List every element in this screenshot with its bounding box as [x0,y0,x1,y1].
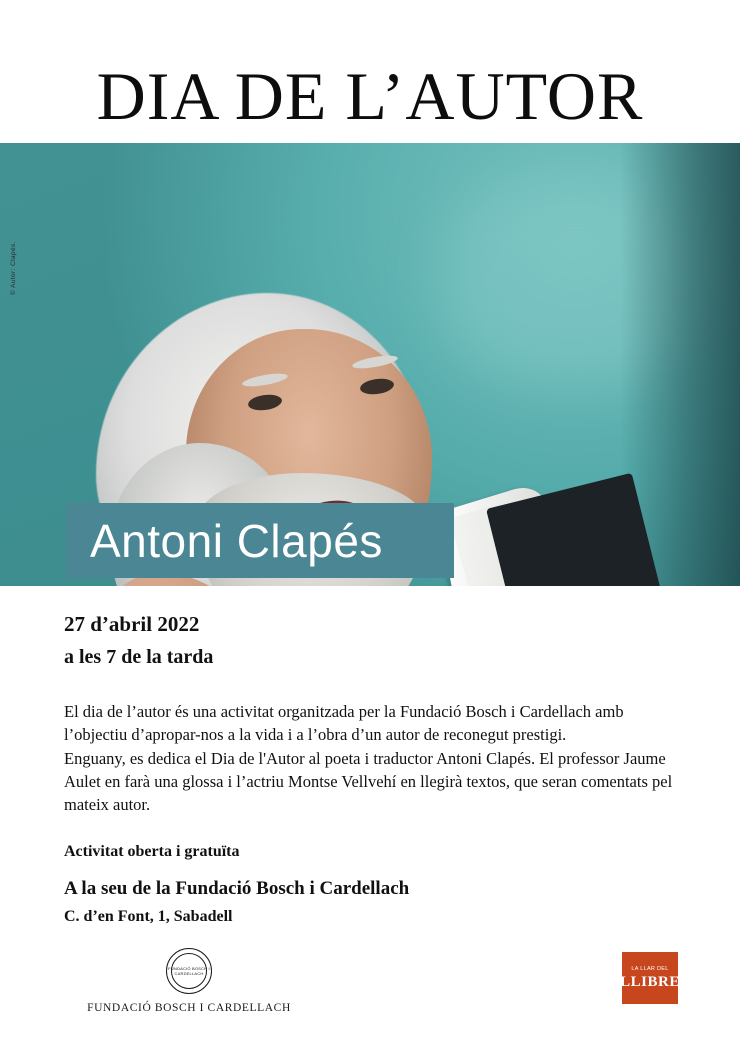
description-paragraph-1: El dia de l’autor és una activitat organitzada per la Fundació Bosch i Cardellach amb l’objectiu d’apropar-nos a la vida i a l’obra d’un autor de reconegut prestigi. [64,702,624,744]
description-paragraph-2: Enguany, es dedica el Dia de l'Autor al poeta i traductor Antoni Clapés. El professor Jaume Aulet en farà una glossa i l’actriu Montse Vellvehí en llegirà textos, que seran comentats pel mateix autor. [64,749,673,814]
fundacio-seal-text: FUNDACIÓ BOSCH I CARDELLACH [168,966,210,976]
event-time: a les 7 de la tarda [64,646,214,668]
fundacio-bosch-i-cardellach-logo [64,948,314,1014]
venue-name: A la seu de la Fundació Bosch i Cardellach [64,878,410,899]
author-name-plate [66,503,454,578]
la-llar-del-llibre-logo [622,952,678,1004]
free-activity-note: Activitat oberta i gratuïta [64,843,240,860]
footer-logos [0,940,740,1040]
page-title: DIA DE L’AUTOR [96,58,644,134]
event-date: 27 d’abril 2022 [64,612,200,636]
author-name: Antoni Clapés [90,514,383,567]
llar-logo-top-label: LA LLAR DEL [631,965,669,972]
poster-content [64,608,680,928]
fundacio-seal-icon [166,948,212,994]
description-block [64,700,680,816]
venue-address: C. d’en Font, 1, Sabadell [64,908,233,925]
photo-credit: © Autor: Clapés. [10,241,17,295]
fundacio-logo-label: FUNDACIÓ BOSCH I CARDELLACH [87,1002,291,1014]
llar-logo-main-label: LLIBRE [620,973,680,990]
